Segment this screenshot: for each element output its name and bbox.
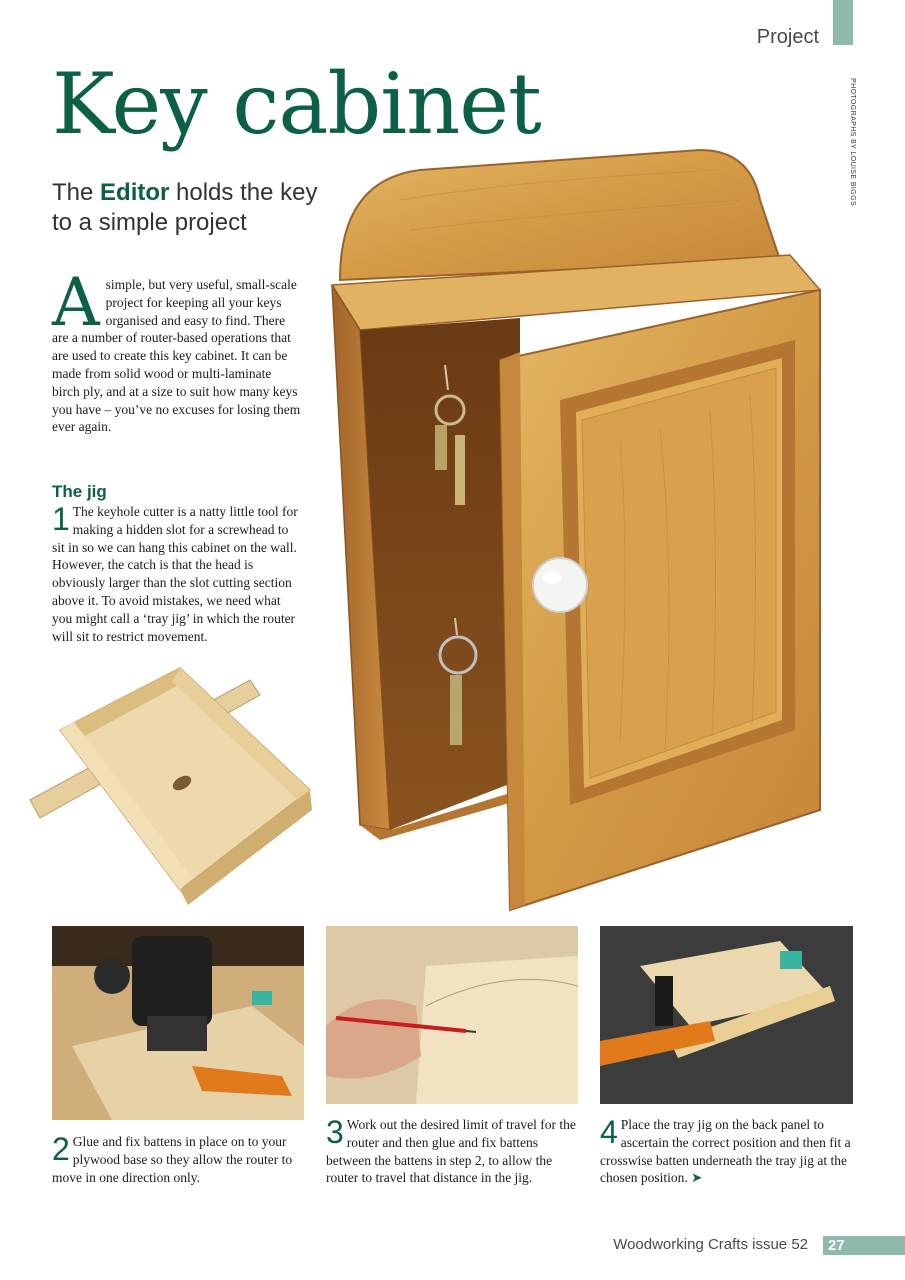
step-3-photo xyxy=(326,926,578,1104)
footer-magazine: Woodworking Crafts issue 52 xyxy=(613,1236,808,1253)
step-2 xyxy=(52,1133,304,1186)
step-number: 4 xyxy=(600,1114,618,1150)
tray-jig-photo xyxy=(20,660,320,910)
router-in-jig-illustration xyxy=(52,926,304,1120)
standfirst-after: holds the key to a simple project xyxy=(52,179,318,236)
step-3 xyxy=(326,1116,578,1187)
section-heading: The jig xyxy=(52,482,107,501)
continue-arrow-icon: ➤ xyxy=(691,1170,703,1186)
cabinet-illustration xyxy=(320,140,860,920)
standfirst-author: Editor xyxy=(100,179,170,206)
marking-out-illustration xyxy=(326,926,578,1104)
tray-jig-illustration xyxy=(20,660,320,910)
step-text: Glue and fix battens in place on to your plywood base so they allow the router to move in one direction only. xyxy=(52,1134,293,1185)
section-tab xyxy=(833,0,853,45)
step-text: Work out the desired limit of travel for the router and then glue and fix battens between the battens in step 2, to allow the router to travel that distance in the jig. xyxy=(326,1117,576,1186)
step-4-photo xyxy=(600,926,853,1104)
step-number: 1 xyxy=(52,501,70,537)
step-text: Place the tray jig on the back panel to ascertain the correct position and then fit a crosswise batten underneath the tray jig at the chosen position. xyxy=(600,1117,851,1186)
intro-text: simple, but very useful, small-scale project for keeping all your keys organised and easy to find. There are a number of router-based operations that are used to create this key cabinet. It can be made from solid wood or multi-laminate birch ply, and at a size to suit how many keys you have – you’ve no excuses for losing them ever again. xyxy=(52,277,301,435)
photo-credit: PHOTOGRAPHS BY LOUISE BIGGS xyxy=(849,78,856,207)
step-number: 2 xyxy=(52,1131,70,1167)
door-knob xyxy=(533,558,587,612)
cabinet-photo xyxy=(320,140,860,920)
step-text: The keyhole cutter is a natty little tool for making a hidden slot for a screwhead to sit in so we can hang this cabinet on the wall. However, the catch is that the head is obviously larger than the slot cutting section above it. To avoid mistakes, we need what you might call a ‘tray jig’ in which the router will sit to restrict movement. xyxy=(52,504,298,644)
page-number: 27 xyxy=(828,1237,845,1254)
article-title: Key cabinet xyxy=(52,55,541,153)
intro-paragraph xyxy=(52,264,302,436)
drop-cap: A xyxy=(52,264,100,341)
step-4 xyxy=(600,1116,858,1187)
standfirst-before: The xyxy=(52,179,101,206)
step-2-photo xyxy=(52,926,304,1120)
section-label: Project xyxy=(756,26,819,48)
standfirst xyxy=(52,178,342,238)
step-number: 3 xyxy=(326,1114,344,1150)
positioning-jig-illustration xyxy=(600,926,853,1104)
step-1 xyxy=(52,503,304,645)
